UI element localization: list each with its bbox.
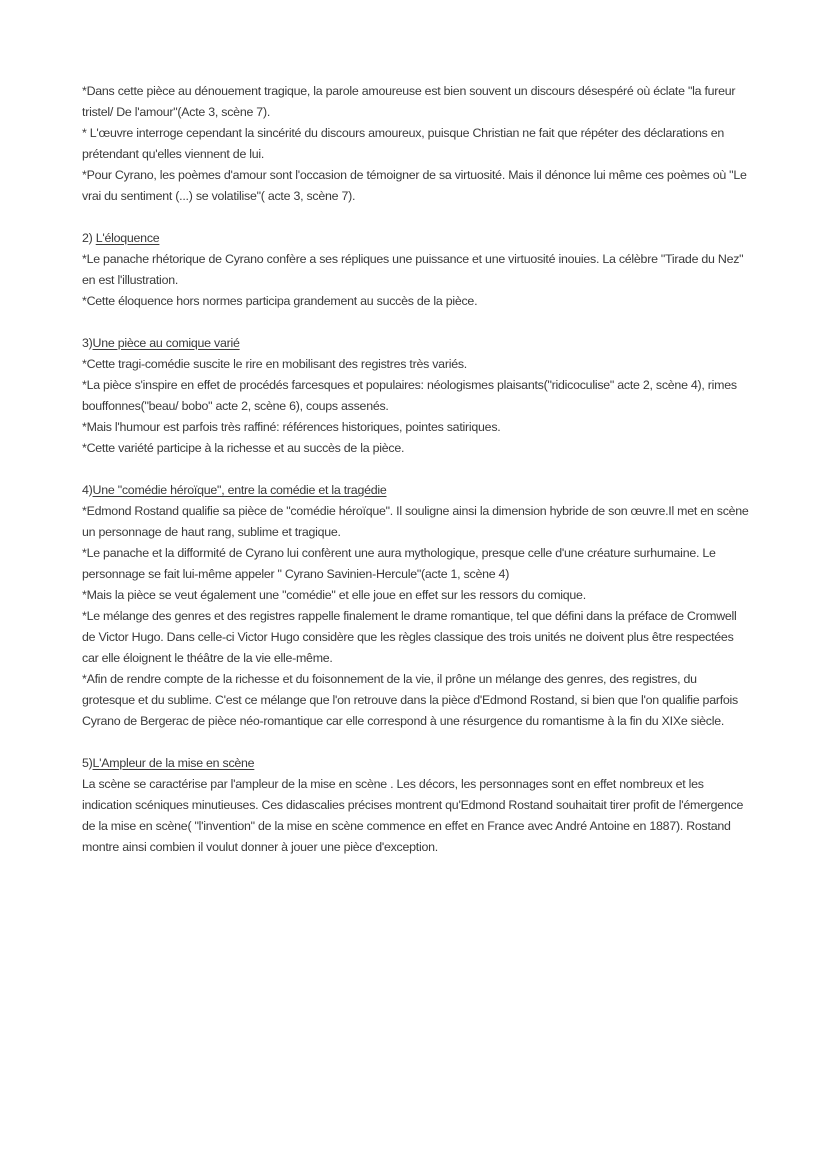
section-5-number: 5) [82, 756, 93, 770]
section-3-paragraph-1: *Cette tragi-comédie suscite le rire en mobilisant des registres très variés. [82, 357, 467, 371]
section-5-paragraph-1: La scène se caractérise par l'ampleur de la mise en scène . Les décors, les personnages sont en effet nombreux et les indication scéniques minutieuses. Ces didascalies précises montrent qu'Edmond Rostand souhaitait tirer profit de l'émergence de la mise en scène( "l'invention" de la mise en scène commence en effet en France avec André Antoine en 1887). Rostand montre ainsi combien il voulut donner à jouer une pièce d'exception. [82, 777, 744, 854]
section-2-number: 2) [82, 231, 96, 245]
section-4-title: Une "comédie héroïque", entre la comédie et la tragédie [92, 483, 387, 497]
section-3-heading [82, 333, 750, 354]
section-4-paragraph-4: *Le mélange des genres et des registres rappelle finalement le drame romantique, tel que défini dans la préface de Cromwell de Victor Hugo. Dans celle-ci Victor Hugo considère que les règles classique des trois unités ne doivent plus être respectées car elle éloignent le théâtre de la vie elle-même. [82, 609, 737, 665]
section-2-heading [82, 228, 750, 249]
section-3-paragraph-4: *Cette variété participe à la richesse et au succès de la pièce. [82, 441, 405, 455]
spacer [82, 459, 750, 480]
section-4-paragraph-1: *Edmond Rostand qualifie sa pièce de "comédie héroïque". Il souligne ainsi la dimension hybride de son œuvre.Il met en scène un personnage de haut rang, sublime et tragique. [82, 504, 749, 539]
section-3-paragraph-3: *Mais l'humour est parfois très raffiné: références historiques, pointes satiriques. [82, 420, 501, 434]
document-page [82, 81, 750, 858]
spacer [82, 732, 750, 753]
section-2-paragraph-1: *Le panache rhétorique de Cyrano confère a ses répliques une puissance et une virtuosité inouies. La célèbre "Tirade du Nez" en est l'illustration. [82, 252, 744, 287]
section-2-paragraph-2: *Cette éloquence hors normes participa grandement au succès de la pièce. [82, 294, 478, 308]
intro-paragraph-1: *Dans cette pièce au dénouement tragique, la parole amoureuse est bien souvent un discours désespéré où éclate "la fureur tristel/ De l'amour"(Acte 3, scène 7). [82, 84, 736, 119]
section-2-title: L'éloquence [95, 231, 160, 245]
section-5-title: L'Ampleur de la mise en scène [92, 756, 255, 770]
intro-paragraph-2: * L'œuvre interroge cependant la sincérité du discours amoureux, puisque Christian ne fait que répéter des déclarations en prétendant qu'elles viennent de lui. [82, 126, 725, 161]
spacer [82, 207, 750, 228]
section-4-number: 4) [82, 483, 93, 497]
section-3-paragraph-2: *La pièce s'inspire en effet de procédés farcesques et populaires: néologismes plaisants("ridicoculise" acte 2, scène 4), rimes bouffonnes("beau/ bobo" acte 2, scène 6), coups assenés. [82, 378, 737, 413]
spacer [82, 312, 750, 333]
section-4-paragraph-3: *Mais la pièce se veut également une "comédie" et elle joue en effet sur les ressors du comique. [82, 588, 586, 602]
section-3-number: 3) [82, 336, 93, 350]
section-4-paragraph-2: *Le panache et la difformité de Cyrano lui confèrent une aura mythologique, presque celle d'une créature surhumaine. Le personnage se fait lui-même appeler " Cyrano Savinien-Hercule"(acte 1, scène 4) [82, 546, 716, 581]
intro-paragraph-3: *Pour Cyrano, les poèmes d'amour sont l'occasion de témoigner de sa virtuosité. Mais il dénonce lui même ces poèmes où "Le vrai du sentiment (...) se volatilise"( acte 3, scène 7). [82, 168, 747, 203]
section-5-heading [82, 753, 750, 774]
section-4-paragraph-5: *Afin de rendre compte de la richesse et du foisonnement de la vie, il prône un mélange des genres, des registres, du grotesque et du sublime. C'est ce mélange que l'on retrouve dans la pièce d'Edmond Rostand, si bien que l'on qualifie parfois Cyrano de Bergerac de pièce néo-romantique car elle correspond à une résurgence du romantisme à la fin du XIXe siècle. [82, 672, 738, 728]
section-4-heading [82, 480, 750, 501]
section-3-title: Une pièce au comique varié [92, 336, 240, 350]
